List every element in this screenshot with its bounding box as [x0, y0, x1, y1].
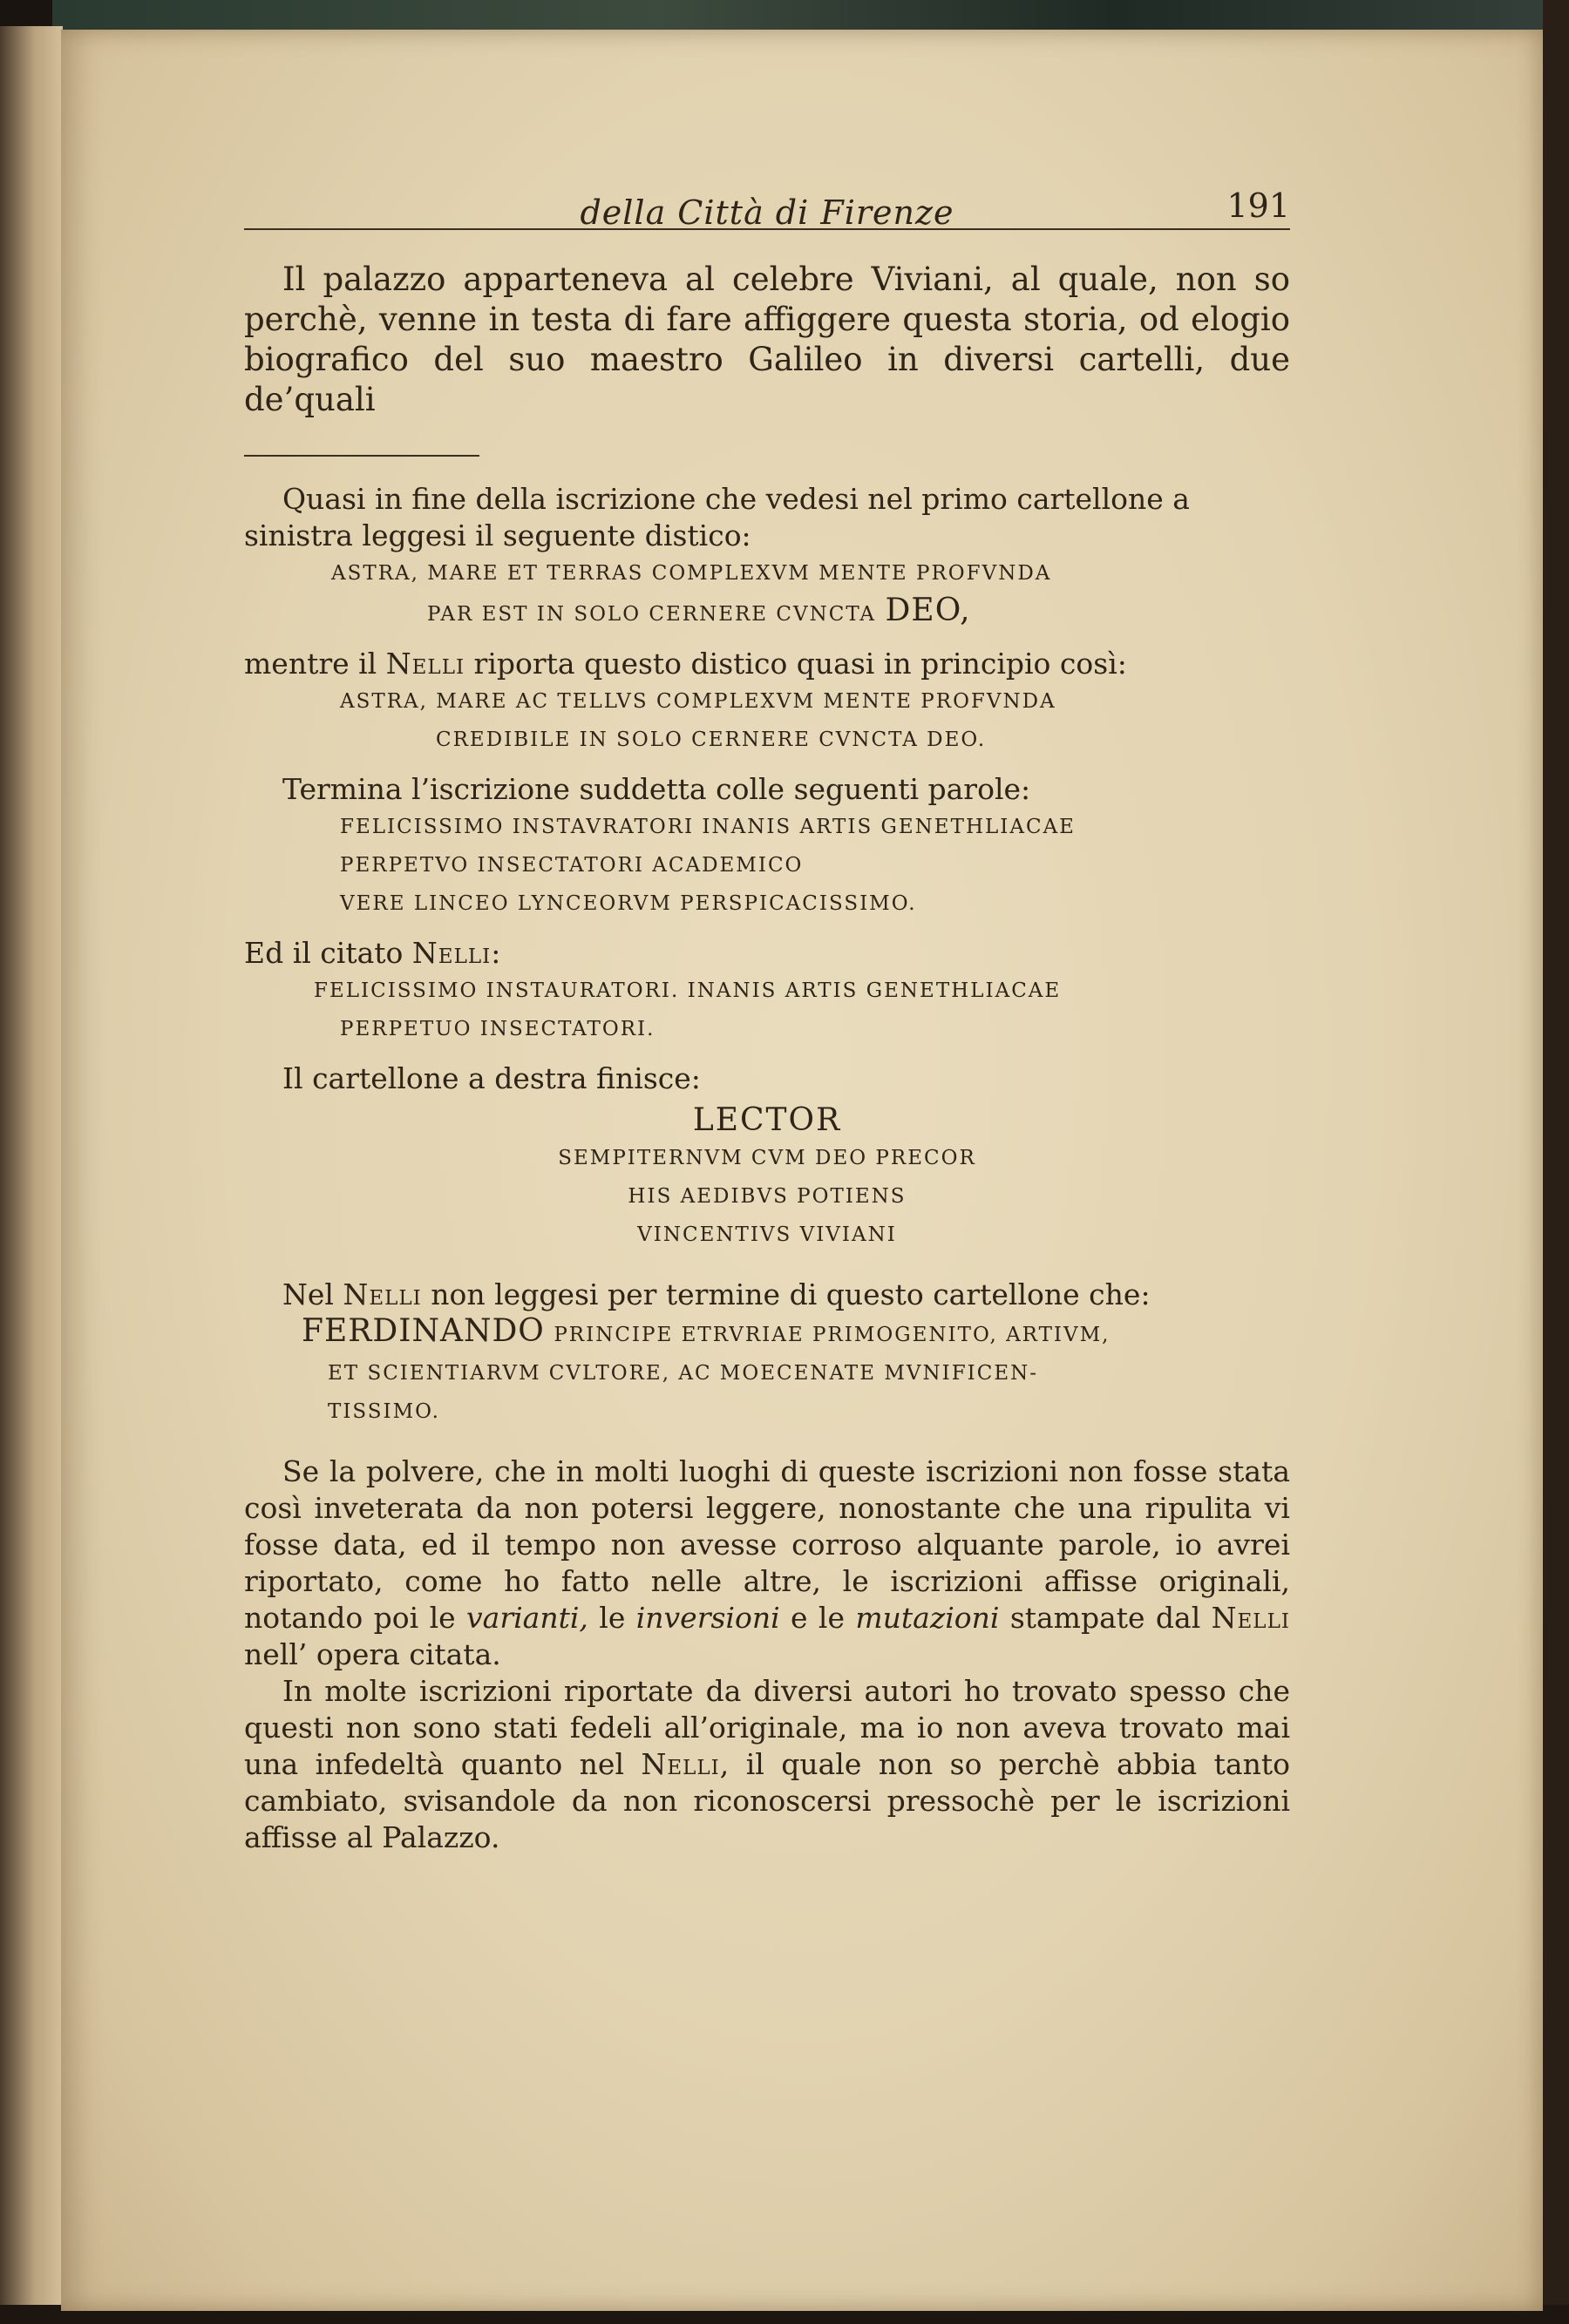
- polvere-part4: stampate dal: [1009, 1601, 1201, 1635]
- polvere-mutazioni: mutazioni: [855, 1601, 1000, 1635]
- book-right-edge: [1543, 0, 1569, 2324]
- termina-line: PERPETVO INSECTATORI ACADEMICO: [340, 854, 804, 877]
- ferdinando-line: ET SCIENTIARVM CVLTORE, AC MOECENATE MVNIFICEN-: [328, 1362, 1039, 1385]
- polvere-part1: Se la polvere, che in molti luoghi di queste iscrizioni non fosse stata così inveterata da non potersi leggere, nonostante che una ripulita vi fosse data, ed il tempo non avesse corroso alquante parole, io avrei riportato, come ho fatto nelle altre, le iscrizioni affisse originali, notando poi le: [244, 1454, 1290, 1635]
- nelli-version-line: PERPETUO INSECTATORI.: [340, 1018, 655, 1040]
- ferdinando-line: TISSIMO.: [328, 1400, 440, 1423]
- page-header: [244, 160, 1290, 230]
- distich-1: [331, 554, 1290, 634]
- polvere-part3: e le: [791, 1601, 845, 1635]
- destra-inscription: [244, 1102, 1290, 1254]
- book-page: [61, 30, 1543, 2311]
- nelli-name: Nelli: [641, 1747, 720, 1781]
- nelli-intro-pre: mentre il: [244, 647, 377, 681]
- nelli-name: Nelli: [411, 936, 492, 970]
- footnote-intro: Quasi in fine della iscrizione che vedesi nel primo cartellone a sinistra leggesi il seguente distico:: [244, 482, 1190, 552]
- distich-1-line-text: PAR EST IN SOLO CERNERE CVNCTA: [427, 603, 877, 626]
- nel-nelli-post: non leggesi per termine di questo cartellone che:: [431, 1277, 1151, 1311]
- termina-intro: Termina l’iscrizione suddetta colle seguenti parole:: [282, 772, 1031, 806]
- nel-nelli: [244, 1277, 1290, 1313]
- nelli-intro-post: riporta questo distico quasi in principio così:: [473, 647, 1127, 681]
- ed-citato-post: :: [491, 936, 501, 970]
- polvere-paragraph: [244, 1453, 1290, 1673]
- nelli-name: Nelli: [343, 1277, 422, 1311]
- nel-nelli-pre: Nel: [282, 1277, 334, 1311]
- ferdinando-word: FERDINANDO: [302, 1313, 545, 1349]
- nelli-version: [314, 972, 1290, 1048]
- page-number: 191: [1226, 186, 1290, 225]
- page-content: [244, 160, 1290, 1856]
- polvere-inversioni: inversioni: [635, 1601, 780, 1635]
- destra-intro: Il cartellone a destra finisce:: [282, 1061, 701, 1095]
- book-spine: [0, 26, 63, 2309]
- distich-2: [340, 682, 1290, 759]
- polvere-varianti: varianti,: [466, 1601, 588, 1635]
- lector-heading: LECTOR: [692, 1102, 842, 1138]
- ed-citato-pre: Ed il citato: [244, 936, 404, 970]
- footnote: [244, 481, 1290, 1856]
- distich-1-deo: DEO,: [885, 593, 971, 628]
- nelli-name: Nelli: [385, 647, 465, 681]
- distich-2-line: ASTRA, MARE AC TELLVS COMPLEXVM MENTE PROFVNDA: [340, 690, 1056, 713]
- termina-line: FELICISSIMO INSTAVRATORI INANIS ARTIS GENETHLIACAE: [340, 816, 1076, 838]
- main-paragraph: Il palazzo apparteneva al celebre Viviani, al quale, non so perchè, venne in testa di fare affiggere questa storia, od elogio biografico del suo maestro Galileo in diversi cartelli, due de’quali: [244, 261, 1290, 418]
- nelli-version-line: FELICISSIMO INSTAURATORI. INANIS ARTIS GENETHLIACAE: [314, 979, 1062, 1002]
- distich-2-line: CREDIBILE IN SOLO CERNERE CVNCTA DEO.: [436, 728, 987, 751]
- distich-1-line: [427, 593, 1290, 634]
- nelli-intro: [244, 646, 1290, 682]
- molte-paragraph: [244, 1673, 1290, 1856]
- ferdinando-line-text: PRINCIPE ETRVRIAE PRIMOGENITO, ARTIVM,: [554, 1324, 1111, 1346]
- nelli-name: Nelli: [1211, 1601, 1290, 1635]
- polvere-part5: nell’ opera citata.: [244, 1637, 501, 1671]
- termina-line: VERE LINCEO LYNCEORVM PERSPICACISSIMO.: [340, 892, 917, 915]
- ferdinando-line: [302, 1313, 1290, 1354]
- destra-line: HIS AEDIBVS POTIENS: [628, 1185, 907, 1208]
- distich-1-line: ASTRA, MARE ET TERRAS COMPLEXVM MENTE PROFVNDA: [331, 562, 1052, 585]
- ed-citato: [244, 935, 1290, 972]
- molte-part1: In molte iscrizioni riportate da diversi autori ho trovato spesso che questi non sono stati fedeli all’originale, ma io non aveva trovato mai una infedeltà quanto nel: [244, 1674, 1290, 1781]
- footnote-rule: [244, 455, 479, 457]
- polvere-part2: le: [599, 1601, 626, 1635]
- ferdinando-inscription: [302, 1313, 1290, 1431]
- termina-inscription: [340, 808, 1290, 923]
- running-title: della Città di Firenze: [580, 193, 954, 232]
- destra-line: SEMPITERNVM CVM DEO PRECOR: [558, 1147, 976, 1169]
- molte-part2: , il quale non so perchè abbia tanto cambiato, svisandole da non riconoscersi pressochè per le iscrizioni affisse al Palazzo.: [244, 1747, 1290, 1854]
- destra-line: VINCENTIVS VIVIANI: [637, 1223, 897, 1246]
